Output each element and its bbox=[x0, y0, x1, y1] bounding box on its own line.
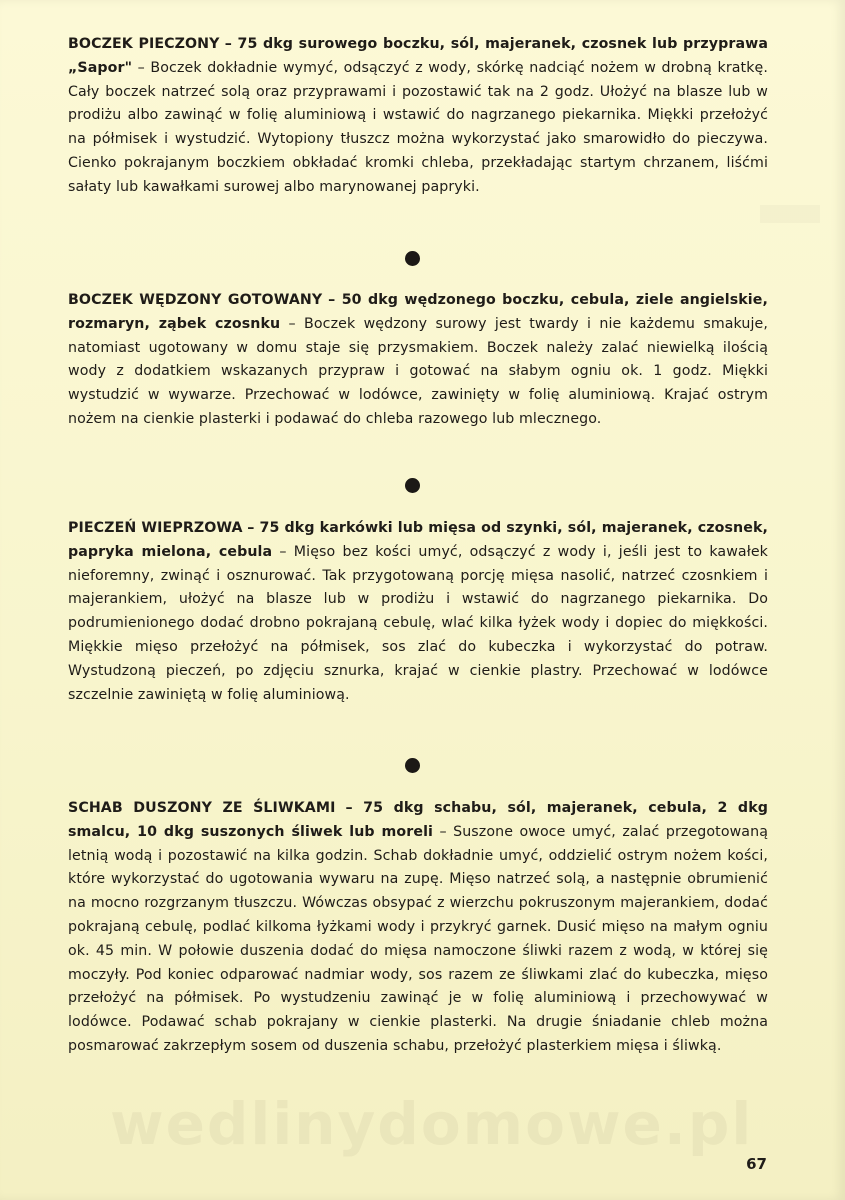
recipe-instructions: – Mięso bez kości umyć, odsączyć z wody i, jeśli jest to kawałek nieforemny, zwinąć i osznurować. Tak przygotowaną porcję mięsa nasolić, natrzeć czosnkiem i majerankiem, ułożyć na blasze lub w prodiżu i wstawić do nagrzanego piekarnika. Do podrumienionego dodać drobno pokrajaną cebulę, wlać kilka łyżek wody i dopiec do miękkości. Miękkie mięso przełożyć na półmisek, sos zlać do kubeczka i wykorzystać do potraw. Wystudzoną pieczeń, po zdjęciu sznurka, krajać w cienkie plastry. Przechować w lodówce szczelnie zawiniętą w folię aluminiową. bbox=[68, 543, 768, 703]
page-number: 67 bbox=[746, 1155, 767, 1173]
recipe-boczek-wedzony bbox=[68, 289, 768, 432]
recipe-pieczen-wieprzowa bbox=[68, 517, 768, 707]
recipe-title: BOCZEK PIECZONY bbox=[68, 36, 220, 52]
recipe-ingredients: – 75 dkg karkówki lub mięsa od szynki, sól, majeranek, czosnek, papryka mielona, cebula bbox=[68, 520, 768, 560]
recipe-ingredients: – 50 dkg wędzonego boczku, cebula, ziele angielskie, rozmaryn, ząbek czosnku bbox=[68, 292, 768, 332]
recipe-ingredients: – 75 dkg surowego boczku, sól, majeranek, czosnek lub przyprawa „Sapor" bbox=[68, 36, 768, 76]
recipe-instructions: – Boczek dokładnie wymyć, odsączyć z wody, skórkę nadciąć nożem w drobną kratkę. Cały boczek natrzeć solą oraz przyprawami i pozostawić tak na 2 godz. Ułożyć na blasze lub w prodiżu albo zawinąć w folię aluminiową i wstawić do nagrzanego piekarnika. Miękki przełożyć na półmisek i wystudzić. Wytopiony tłuszcz można wykorzystać jako smarowidło do pieczywa. Cienko pokrajanym boczkiem obkładać kromki chleba, przekładając startym chrzanem, liśćmi sałaty lub kawałkami surowej albo marynowanej papryki. bbox=[68, 59, 768, 195]
separator-dot bbox=[405, 758, 420, 773]
separator-dot bbox=[405, 251, 420, 266]
recipe-title: PIECZEŃ WIEPRZOWA bbox=[68, 520, 243, 536]
recipe-boczek-pieczony bbox=[68, 33, 768, 200]
recipe-instructions: – Boczek wędzony surowy jest twardy i nie każdemu smakuje, natomiast ugotowany w domu staje się przysmakiem. Boczek należy zalać niewielką ilością wody z dodatkiem wskazanych przypraw i gotować na słabym ogniu ok. 1 godz. Miękki wystudzić w wywarze. Przechować w lodówce, zawinięty w folię aluminiową. Krajać ostrym nożem na cienkie plasterki i podawać do chleba razowego lub mlecznego. bbox=[68, 315, 768, 427]
recipe-title: BOCZEK WĘDZONY GOTOWANY bbox=[68, 292, 323, 308]
recipe-instructions: – Suszone owoce umyć, zalać przegotowaną letnią wodą i pozostawić na kilka godzin. Schab dokładnie umyć, oddzielić ostrym nożem kości, które wykorzystać do ugotowania wywaru na zupę. Mięso natrzeć solą, a następnie obrumienić na mocno rozgrzanym tłuszczu. Wówczas obsypać z wierzchu pokruszonym majerankiem, dodać pokrajaną cebulę, podlać kilkoma łyżkami wody i przykryć garnek. Dusić mięso na małym ogniu ok. 45 min. W połowie duszenia dodać do mięsa namoczone śliwki razem z wodą, w której się moczyły. Pod koniec odparować nadmiar wody, sos razem ze śliwkami zlać do kubeczka, mięso przełożyć na półmisek. Po wystudzeniu zawinąć je w folię aluminiową i przechowywać w lodówce. Podawać schab pokrajany w cienkie plasterki. Na drugie śniadanie chleb można posmarować zakrzepłym sosem od duszenia schabu, przełożyć plasterkiem mięsa i śliwką. bbox=[68, 823, 768, 1054]
recipe-title: SCHAB DUSZONY ZE ŚLIWKAMI bbox=[68, 800, 336, 816]
recipe-ingredients: – 75 dkg schabu, sól, majeranek, cebula, 2 dkg smalcu, 10 dkg suszonych śliwek lub moreli bbox=[68, 800, 768, 840]
watermark: wedlinydomowe.pl bbox=[110, 1090, 754, 1158]
bleed-through-smudge bbox=[760, 205, 820, 223]
separator-dot bbox=[405, 478, 420, 493]
recipe-schab-duszony bbox=[68, 797, 768, 1059]
